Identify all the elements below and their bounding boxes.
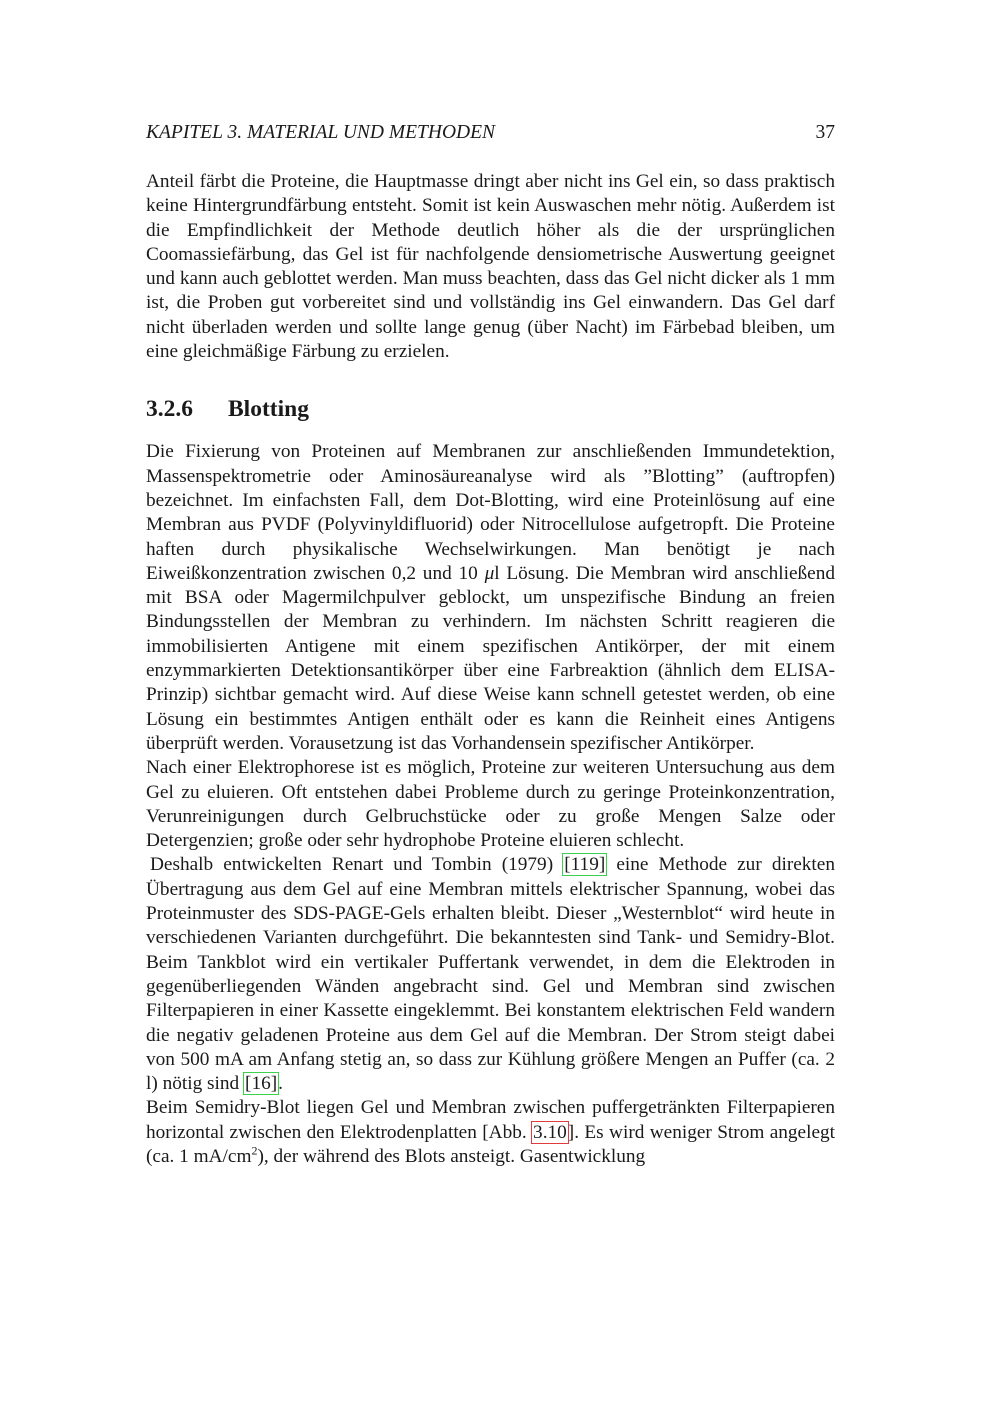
citation-link-119[interactable]: [119]: [564, 854, 606, 876]
intro-paragraph: Anteil färbt die Proteine, die Hauptmasse dringt aber nicht ins Gel ein, so dass praktisch keine Hintergrundfärbung entsteht. Somit ist kein Auswaschen mehr nötig. Außerdem ist die Empfindlichkeit der Methode deutlich höher als die der ursprünglichen Coomassiefärbung, das Gel ist für nachfolgende densiometrische Auswertung geeignet und kann auch geblottet werden. Man muss beachten, dass das Gel nicht dicker als 1 mm ist, die Proben gut vorbereitet sind und vollständig ins Gel einwandern. Das Gel darf nicht überladen werden und sollte lange genug (über Nacht) im Färbebad bleiben, um eine gleichmäßige Färbung zu erzielen.: [146, 171, 835, 363]
paragraph-western-blot: [146, 853, 835, 1096]
paragraph-text: l Lösung. Die Membran wird anschließend mit BSA oder Magermilchpulver geblockt, um unspezifische Bindung an freien Bindungsstellen der Membran zu verhindern. Im nächsten Schritt reagieren die immobilisierten Antigene mit einem spezifischen Antikörper, der mit einem enzymmarkierten Detektionsantikörper über eine Farbreaktion (ähnlich dem ELISA-Prinzip) sichtbar gemacht wird. Auf diese Weise kann schnell getestet werden, ob eine Lösung ein bestimmtes Antigen enthält oder es kann die Reinheit eines Antigens überprüft werden. Vorausetzung ist das Vorhandensein spezifischer Antikörper.: [146, 562, 835, 754]
paragraph-elution: Nach einer Elektrophorese ist es möglich, Proteine zur weiteren Untersuchung aus dem Gel zu eluieren. Oft entstehen dabei Probleme durch zu geringe Proteinkonzentration, Verunreinigungen durch Gelbruchstücke oder zu große Mengen Salze oder Detergenzien; große oder sehr hydrophobe Proteine eluieren schlecht.: [146, 757, 835, 852]
body-text: [146, 170, 835, 1169]
paragraph-text: Die Fixierung von Proteinen auf Membranen zur anschließenden Immundetektion, Massenspektrometrie oder Aminosäureanalyse wird als ”Blotting” (auftropfen) bezeichnet. Im einfachsten Fall, dem Dot-Blotting, wird eine Proteinlösung auf eine Membran aus PVDF (Polyvinyldifluorid) oder Nitrocellulose aufgetropft. Die Proteine haften durch physikalische Wechselwirkungen. Man benötigt je nach Eiweißkonzentration zwischen 0,2 und 10: [146, 441, 835, 584]
superscript: 2: [251, 1143, 258, 1158]
chapter-title: KAPITEL 3. MATERIAL UND METHODEN: [146, 122, 496, 143]
mu-symbol: μ: [484, 562, 495, 584]
section-number: 3.2.6: [146, 396, 193, 423]
page-number: 37: [815, 122, 835, 143]
running-header: [146, 118, 835, 148]
paragraph-text: .: [278, 1073, 283, 1095]
figure-reference-link[interactable]: 3.10: [533, 1121, 567, 1143]
paragraph-dot-blotting: [146, 440, 835, 756]
paragraph-text: ), der während des Blots ansteigt. Gasentwicklung: [257, 1145, 646, 1167]
paragraph-text: ]. Es wird weniger Strom angelegt (ca. 1 mA/cm: [146, 1121, 835, 1167]
section-title: Blotting: [228, 396, 309, 423]
paragraph-text: Deshalb entwickelten Renart und Tombin (1979): [150, 854, 564, 876]
citation-link-16[interactable]: [16]: [245, 1073, 278, 1095]
paragraph-text: eine Methode zur direkten Übertragung aus dem Gel auf eine Membran mittels elektrischer Spannung, wobei das Proteinmuster des SDS-PAGE-Gels erhalten bleibt. Dieser „Westernblot“ wird heute in verschiedenen Varianten durchgeführt. Die bekanntesten sind Tank- und Semidry-Blot. Beim Tankblot wird ein vertikaler Puffertank verwendet, in dem die Elektroden in gegenüberliegenden Wänden angebracht sind. Gel und Membran sind zwischen Filterpapieren in einer Kassette eingeklemmt. Bei konstantem elektrischen Feld wandern die negativ geladenen Proteine aus dem Gel auf die Membran. Der Strom steigt dabei von 500 mA am Anfang stetig an, so dass zur Kühlung größere Mengen an Puffer (ca. 2 l) nötig sind: [146, 854, 835, 1095]
paragraph-semidry-blot: [146, 1096, 835, 1169]
paragraph-text: Beim Semidry-Blot liegen Gel und Membran zwischen puffergetränkten Filterpapieren horizontal zwischen den Elektrodenplatten [Abb.: [146, 1097, 835, 1143]
section-heading: [146, 394, 835, 424]
page: [146, 118, 835, 1169]
